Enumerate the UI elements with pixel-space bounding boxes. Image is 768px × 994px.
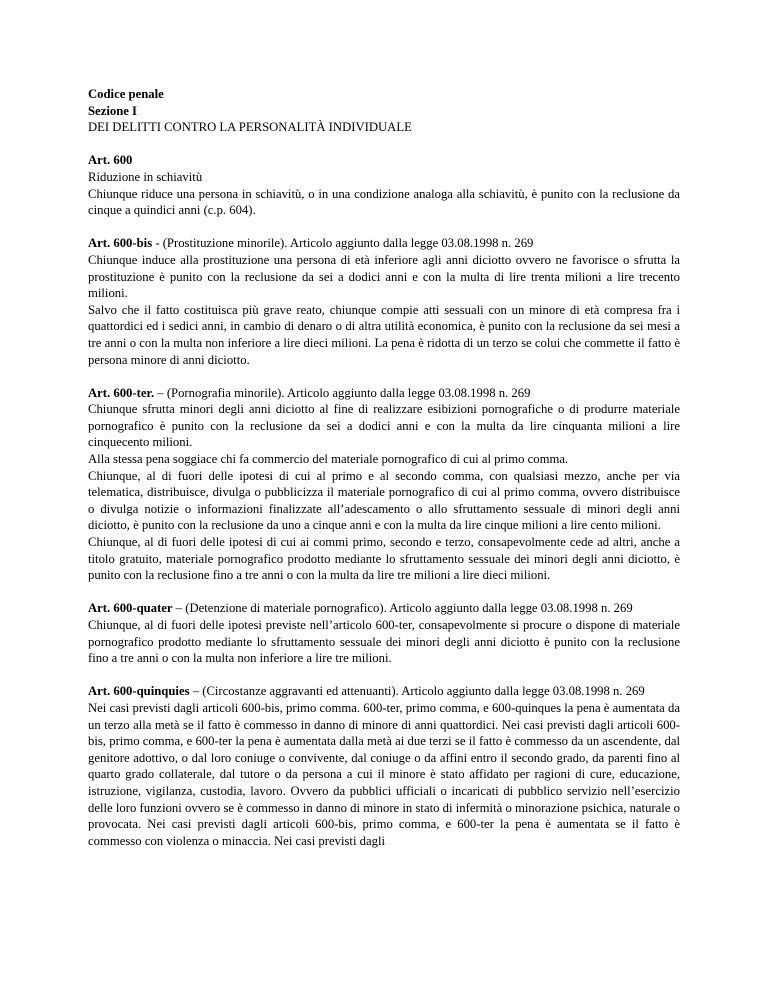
- article-600-quinquies: [88, 683, 680, 849]
- section-title: Sezione I: [88, 103, 137, 118]
- document-header: [88, 86, 680, 136]
- article-number: Art. 600-quater: [88, 601, 173, 616]
- article-heading: – (Pornografia minorile). Articolo aggiunto dalla legge 03.08.1998 n. 269: [154, 385, 531, 400]
- article-number: Art. 600-ter.: [88, 385, 155, 400]
- article-heading: Riduzione in schiavitù: [88, 169, 203, 184]
- article-paragraph: Chiunque, al di fuori delle ipotesi di cui ai commi primo, secondo e terzo, consapevolmente cede ad altri, anche a titolo gratuito, materiale pornografico prodotto mediante lo sfruttamento sessuale dei minori degli anni diciotto, è punito con la reclusione fino a tre anni o con la multa da lire tre milioni a lire dieci milioni.: [88, 535, 680, 583]
- article-paragraph: Chiunque, al di fuori delle ipotesi previste nell’articolo 600-ter, consapevolmente si procure o dispone di materiale pornografico prodotto mediante lo sfruttamento sessuale dei minori degli anni diciotto è punito con la reclusione fino a tre anni o con la multa non inferiore a lire tre milioni.: [88, 618, 680, 666]
- article-number: Art. 600: [88, 153, 133, 168]
- code-title: Codice penale: [88, 87, 164, 101]
- article-paragraph: Alla stessa pena soggiace chi fa commercio del materiale pornografico di cui al primo comma.: [88, 452, 569, 467]
- article-paragraph: Chiunque sfrutta minori degli anni diciotto al fine di realizzare esibizioni pornografiche o di produrre materiale pornografico è punito con la reclusione da sei a dodici anni e con la multa da lire cinquanta milioni a lire cinquecento milioni.: [88, 402, 680, 450]
- article-paragraph: Nei casi previsti dagli articoli 600-bis, primo comma. 600-ter, primo comma, e 600-quinques la pena è aumentata da un terzo alla metà se il fatto è commesso in danno di minore di anni quattordici. Nei casi previsti dagli articoli 600-bis, primo comma, e 600-ter la pena è aumentata dalla metà ai due terzi se il fatto è commesso da un ascendente, dal genitore adottivo, o dal loro coniuge o convivente, dal coniuge o da affini entro il secondo grado, da parenti fino al quarto grado collaterale, dal tutore o da persona a cui il minore è stato affidato per ragioni di cure, educazione, istruzione, vigilanza, custodia, lavoro. Ovvero da pubblici ufficiali o incaricati di pubblico servizio nell’esercizio delle loro funzioni ovvero se è commesso in danno di minore in stato di infermità o minorazione psichica, naturale o provocata. Nei casi previsti dagli articoli 600-bis, primo comma, e 600-ter la pena è aumentata se il fatto è commesso con violenza o minaccia. Nei casi previsti dagli: [88, 700, 680, 848]
- article-600-ter: [88, 385, 680, 584]
- article-paragraph: Chiunque, al di fuori delle ipotesi di cui al primo e al secondo comma, con qualsiasi mezzo, anche per via telematica, distribuisce, divulga o pubblicizza il materiale pornografico di cui al primo comma, ovvero distribuisce o divulga notizie o informazioni finalizzate all’adescamento o allo sfruttamento sessuale di minori degli anni diciotto, è punito con la reclusione da uno a cinque anni e con la multa da lire cinque milioni a lire cento milioni.: [88, 468, 680, 533]
- document-page: [88, 86, 680, 866]
- article-heading: - (Prostituzione minorile). Articolo aggiunto dalla legge 03.08.1998 n. 269: [152, 236, 534, 251]
- article-paragraph: Chiunque induce alla prostituzione una persona di età inferiore agli anni diciotto ovvero ne favorisce o sfrutta la prostituzione è punito con la reclusione da sei a dodici anni e con la multa di lire trenta milioni a lire trecento milioni.: [88, 252, 680, 301]
- article-heading: – (Detenzione di materiale pornografico). Articolo aggiunto dalla legge 03.08.1998 n. 269: [172, 601, 633, 616]
- article-paragraph: Salvo che il fatto costituisca più grave reato, chiunque compie atti sessuali con un minore di età compresa fra i quattordici ed i sedici anni, in cambio di denaro o di altra utilità economica, è punito con la reclusione da sei mesi a tre anni o con la multa non inferiore a lire dieci milioni. La pena è ridotta di un terzo se colui che commette il fatto è persona minore di anni diciotto.: [88, 302, 680, 367]
- article-600: [88, 152, 680, 218]
- section-subtitle: DEI DELITTI CONTRO LA PERSONALITÀ INDIVIDUALE: [88, 120, 412, 135]
- article-600-bis: [88, 235, 680, 368]
- article-paragraph: Chiunque riduce una persona in schiavitù, o in una condizione analoga alla schiavitù, è punito con la reclusione da cinque a quindici anni (c.p. 604).: [88, 186, 680, 218]
- article-number: Art. 600-quinquies: [88, 684, 190, 699]
- article-number: Art. 600-bis: [88, 236, 153, 251]
- article-heading: – (Circostanze aggravanti ed attenuanti). Articolo aggiunto dalla legge 03.08.1998 n. 269: [189, 684, 645, 699]
- article-600-quater: [88, 600, 680, 666]
